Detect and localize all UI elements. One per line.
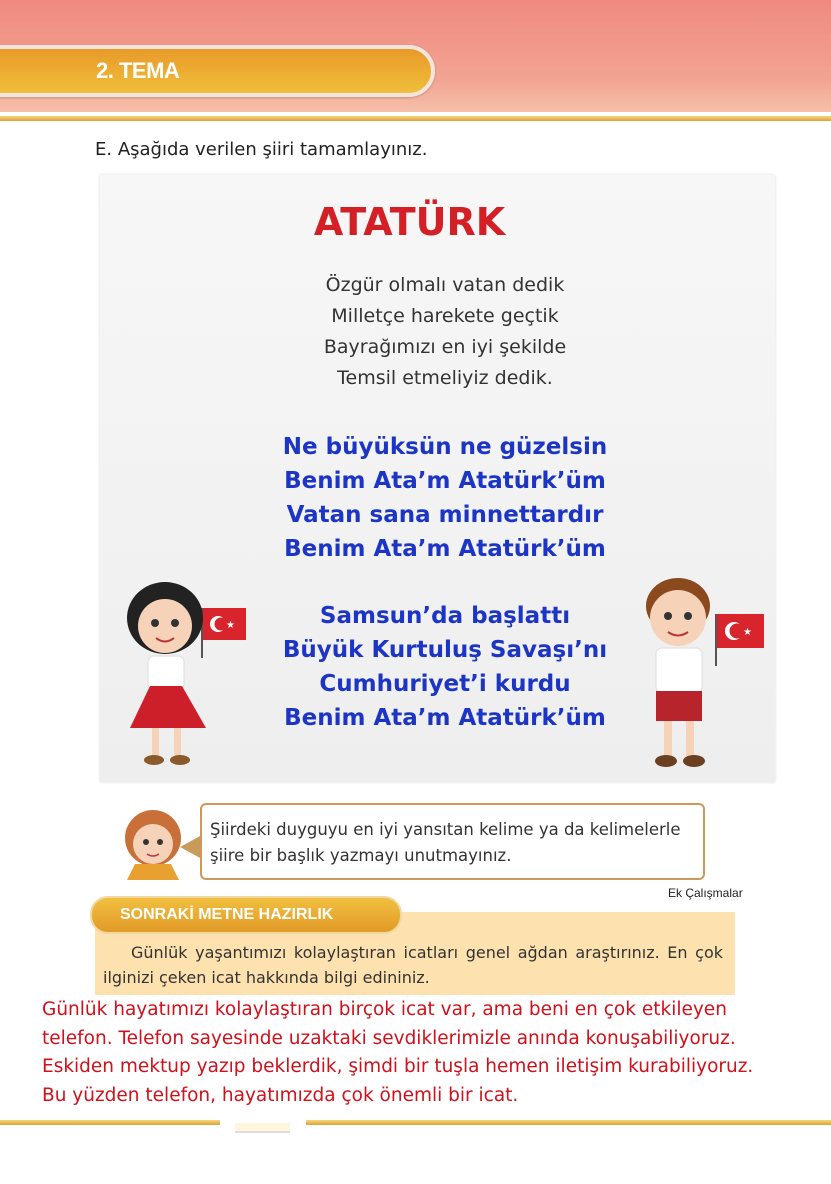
header-divider bbox=[0, 116, 831, 121]
girl-with-flag-illustration bbox=[110, 578, 250, 778]
answer-line: telefon. Telefon sayesinde uzaktaki sevdiklerimizle anında konuşabiliyoruz. bbox=[42, 1027, 736, 1049]
footer-divider-left bbox=[0, 1120, 220, 1125]
poem-answer-line: Vatan sana minnettardır bbox=[286, 502, 604, 528]
poem-answer-line: Benim Ata’m Atatürk’üm bbox=[284, 468, 606, 494]
footer-divider-right bbox=[306, 1120, 831, 1125]
poem-answer-line: Samsun’da başlattı bbox=[319, 603, 571, 629]
boy-with-flag-illustration bbox=[620, 566, 770, 776]
tip-bubble bbox=[200, 803, 705, 880]
poem-answer-line: Benim Ata’m Atatürk’üm bbox=[284, 705, 606, 731]
poem-answer-line: Benim Ata’m Atatürk’üm bbox=[284, 536, 606, 562]
tip-line: şiire bir başlık yazmayı unutmayınız. bbox=[210, 846, 512, 865]
page-number-tab bbox=[235, 1123, 290, 1133]
poem-line: Milletçe harekete geçtik bbox=[331, 305, 559, 327]
poem-title: ATATÜRK bbox=[313, 200, 506, 244]
poem-answer-line: Büyük Kurtuluş Savaşı’nı bbox=[282, 637, 608, 663]
next-section-tab bbox=[90, 896, 402, 934]
poem-line: Bayrağımızı en iyi şekilde bbox=[323, 336, 567, 358]
handwritten-answer bbox=[42, 996, 753, 1110]
svg-text:★: ★ bbox=[226, 620, 235, 631]
answer-line: Eskiden mektup yazıp beklerdik, şimdi bir tuşla hemen iletişim kurabiliyoruz. bbox=[42, 1056, 754, 1077]
answer-line: Bu yüzden telefon, hayatımızda çok önemli bir icat. bbox=[42, 1084, 519, 1106]
next-text: Günlük yaşantımızı kolaylaştıran icatları genel ağdan araştırınız. En çok ilginizi çeken icat hakkında bilgi edininiz. bbox=[103, 943, 723, 987]
poem-line: Temsil etmeliyiz dedik. bbox=[337, 367, 553, 389]
poem-answer-line: Cumhuriyet’i kurdu bbox=[319, 671, 571, 697]
tip-line: Şiirdeki duyguyu en iyi yansıtan kelime ya da kelimelerle bbox=[210, 820, 681, 839]
theme-tab bbox=[0, 45, 435, 97]
poem-line: Özgür olmalı vatan dedik bbox=[325, 274, 565, 296]
corner-label: Ek Çalışmalar bbox=[668, 886, 743, 900]
svg-text:★: ★ bbox=[743, 627, 752, 638]
poem-answer-line: Ne büyüksün ne güzelsin bbox=[282, 434, 608, 460]
theme-label: 2. TEMA bbox=[96, 58, 180, 83]
answer-line: Günlük hayatımızı kolaylaştıran birçok icat var, ama beni en çok etkileyen bbox=[42, 999, 727, 1020]
instruction: E. Aşağıda verilen şiiri tamamlayınız. bbox=[95, 139, 428, 160]
next-section-title: SONRAKİ METNE HAZIRLIK bbox=[120, 906, 334, 923]
